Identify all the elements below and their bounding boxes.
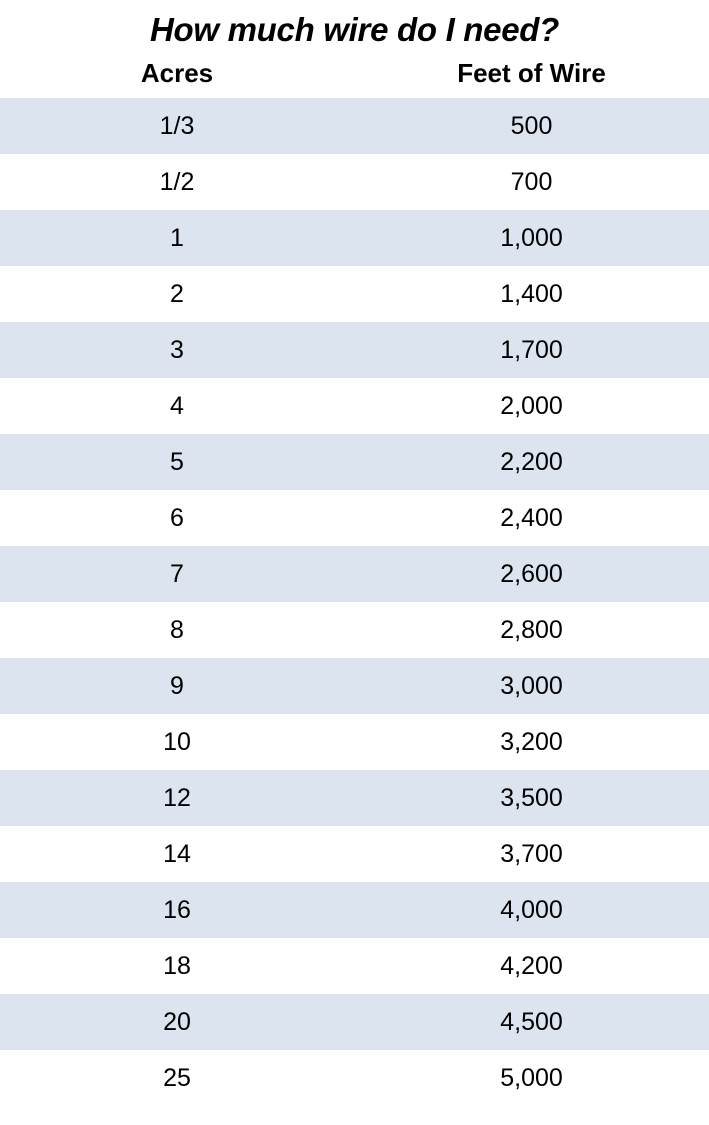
cell-feet: 2,600 (354, 546, 709, 602)
cell-acres: 3 (0, 322, 354, 378)
cell-acres: 18 (0, 938, 354, 994)
cell-acres: 14 (0, 826, 354, 882)
cell-feet: 4,500 (354, 994, 709, 1050)
table-row (0, 98, 709, 154)
cell-acres: 2 (0, 266, 354, 322)
table-row (0, 938, 709, 994)
cell-feet: 3,700 (354, 826, 709, 882)
table-row (0, 1050, 709, 1106)
table-row (0, 266, 709, 322)
cell-acres: 25 (0, 1050, 354, 1106)
cell-acres: 1/3 (0, 98, 354, 154)
page-title: How much wire do I need? (149, 11, 559, 48)
cell-feet: 1,700 (354, 322, 709, 378)
cell-feet: 500 (354, 98, 709, 154)
cell-acres: 20 (0, 994, 354, 1050)
table-row (0, 994, 709, 1050)
column-header-feet-of-wire: Feet of Wire (457, 58, 606, 88)
cell-acres: 1 (0, 210, 354, 266)
cell-feet: 3,500 (354, 770, 709, 826)
table-row (0, 210, 709, 266)
table-row (0, 882, 709, 938)
column-header-acres: Acres (140, 58, 214, 88)
cell-acres: 10 (0, 714, 354, 770)
cell-acres: 7 (0, 546, 354, 602)
table-row (0, 826, 709, 882)
cell-feet: 1,000 (354, 210, 709, 266)
cell-acres: 4 (0, 378, 354, 434)
wire-table (0, 52, 709, 1106)
table-row (0, 770, 709, 826)
table-row (0, 322, 709, 378)
cell-feet: 3,000 (354, 658, 709, 714)
table-row (0, 378, 709, 434)
cell-feet: 3,200 (354, 714, 709, 770)
table-row (0, 490, 709, 546)
cell-acres: 1/2 (0, 154, 354, 210)
cell-feet: 2,400 (354, 490, 709, 546)
cell-feet: 4,200 (354, 938, 709, 994)
table-body (0, 98, 709, 1106)
table-header-row (0, 52, 709, 98)
cell-acres: 12 (0, 770, 354, 826)
cell-feet: 2,800 (354, 602, 709, 658)
cell-feet: 2,000 (354, 378, 709, 434)
cell-feet: 1,400 (354, 266, 709, 322)
table-row (0, 434, 709, 490)
cell-feet: 2,200 (354, 434, 709, 490)
cell-feet: 4,000 (354, 882, 709, 938)
table-row (0, 546, 709, 602)
table-row (0, 154, 709, 210)
cell-feet: 5,000 (354, 1050, 709, 1106)
cell-acres: 9 (0, 658, 354, 714)
cell-acres: 5 (0, 434, 354, 490)
cell-feet: 700 (354, 154, 709, 210)
cell-acres: 16 (0, 882, 354, 938)
cell-acres: 6 (0, 490, 354, 546)
table-row (0, 658, 709, 714)
table-row (0, 602, 709, 658)
cell-acres: 8 (0, 602, 354, 658)
table-row (0, 714, 709, 770)
table-header (0, 52, 709, 98)
